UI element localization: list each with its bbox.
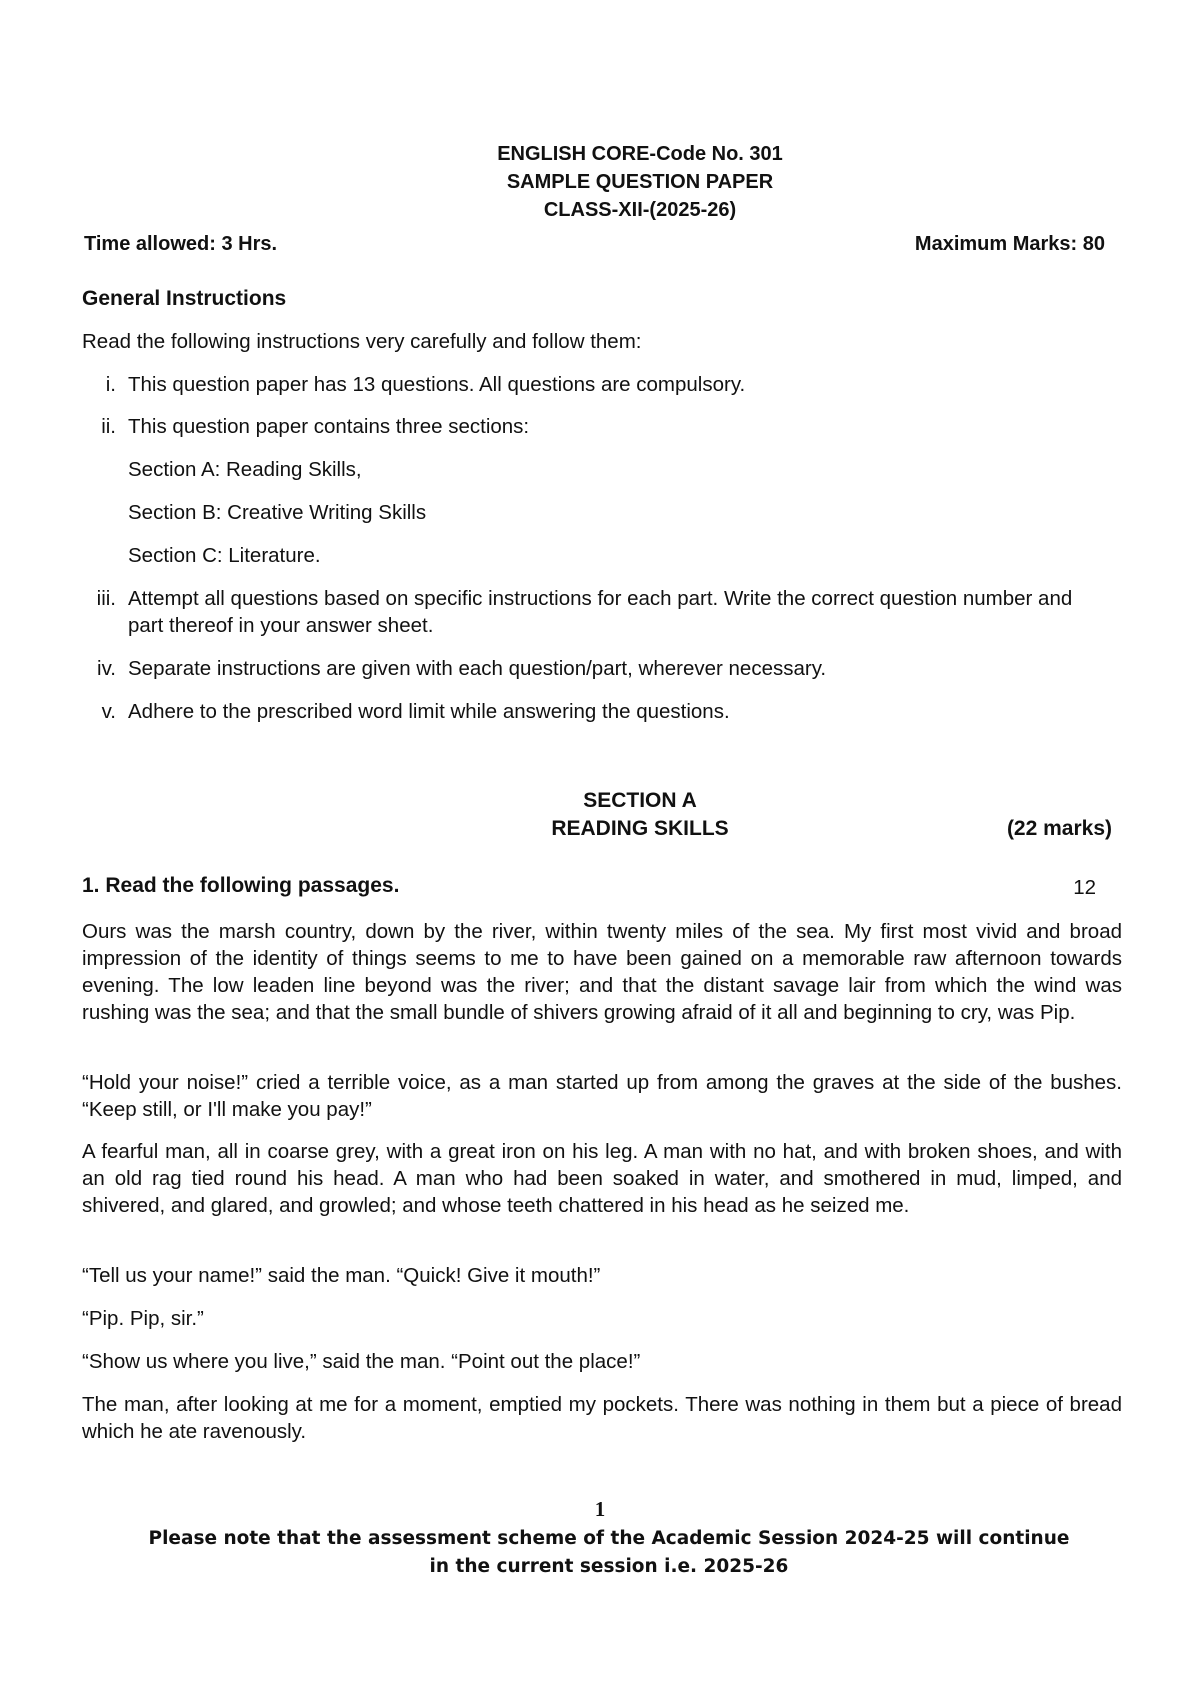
section-list-item: Section A: Reading Skills, [128,458,362,481]
section-list-item: Section B: Creative Writing Skills [128,501,427,524]
instruction-item [82,413,1082,443]
question-1-label: 1. Read the following passages. [82,874,400,897]
paper-title [0,140,1200,224]
passage-paragraph: Ours was the marsh country, down by the river, within twenty miles of the sea. My first most vivid and broad impression of the identity of things seems to me to have been gained on a memorable raw afternoon towards evening. The low leaden line beyond was the river; and that the distant savage lair from which the wind was rushing was the sea; and that the small bundle of shivers growing afraid of it all and beginning to cry, was Pip. [82,920,1122,1024]
instruction-text: This question paper contains three sections: [128,415,530,438]
passage-paragraph: “Pip. Pip, sir.” [82,1307,204,1330]
section-a-marks: (22 marks) [1006,817,1112,840]
page-number-text: 1 [594,1497,606,1521]
section-a-subtitle: READING SKILLS [551,817,729,840]
passage-paragraph: “Show us where you live,” said the man. “Point out the place!” [82,1350,641,1373]
instruction-number: i. [105,373,116,396]
instruction-number: ii. [101,415,116,438]
footer-note-line-1: Please note that the assessment scheme of the Academic Session 2024-25 will continue [148,1528,1070,1549]
instruction-number: v. [101,700,116,723]
passage-paragraph: “Tell us your name!” said the man. “Quick! Give it mouth!” [82,1264,601,1287]
passage-paragraph: A fearful man, all in coarse grey, with a great iron on his leg. A man with no hat, and with broken shoes, and with an old rag tied round his head. A man who had been soaked in water, and smothered in mud, limped, and shivered, and glared, and growled; and whose teeth chattered in his head as he seized me. [82,1140,1122,1217]
time-allowed: Time allowed: 3 Hrs. [84,233,278,255]
instruction-text: Separate instructions are given with each question/part, wherever necessary. [128,657,827,680]
instructions-heading: General Instructions [82,287,287,310]
instruction-text: This question paper has 13 questions. All questions are compulsory. [128,373,746,396]
title-line-1: ENGLISH CORE-Code No. 301 [497,143,783,165]
instruction-item [82,655,1082,685]
instruction-item [82,585,1082,645]
passage-paragraph: “Hold your noise!” cried a terrible voice, as a man started up from among the graves at the side of the bushes. “Keep still, or I'll make you pay!” [82,1071,1122,1121]
instruction-item [82,698,1082,728]
title-line-3: CLASS-XII-(2025-26) [543,199,737,221]
instruction-number: iv. [97,657,116,680]
instruction-item [82,371,1082,401]
instruction-text: Attempt all questions based on specific instructions for each part. Write the correct question number and part thereof in your answer sheet. [128,587,1073,637]
instruction-text: Adhere to the prescribed word limit while answering the questions. [128,700,730,723]
passage-paragraph: The man, after looking at me for a moment, emptied my pockets. There was nothing in them but a piece of bread which he ate ravenously. [82,1393,1122,1443]
section-a-title: SECTION A [583,789,697,812]
title-line-2: SAMPLE QUESTION PAPER [506,171,774,193]
section-list-item: Section C: Literature. [128,544,321,567]
instructions-intro: Read the following instructions very carefully and follow them: [82,330,642,353]
page-number [0,1497,1200,1522]
instruction-number: iii. [96,587,116,610]
question-1-marks: 12 [1073,876,1096,899]
maximum-marks: Maximum Marks: 80 [914,233,1105,255]
footer-note-line-2: in the current session i.e. 2025-26 [429,1556,789,1577]
footer-note [0,1525,1200,1581]
